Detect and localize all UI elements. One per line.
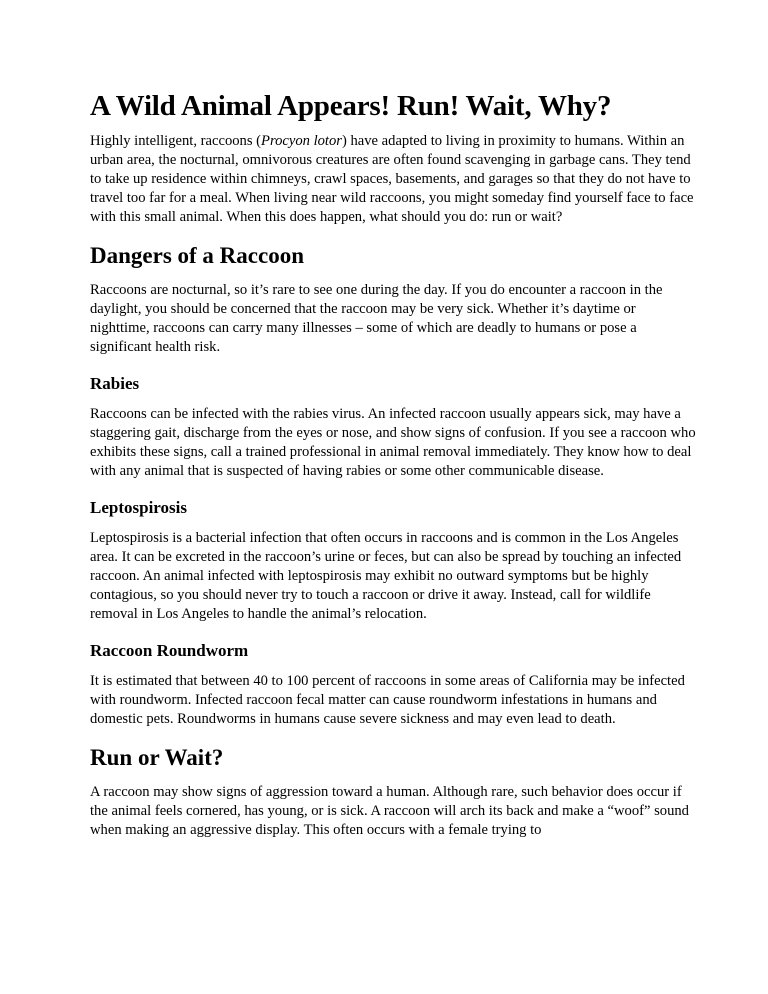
roundworm-heading: Raccoon Roundworm bbox=[90, 641, 249, 660]
roundworm-paragraph: It is estimated that between 40 to 100 percent of raccoons in some areas of California may be infected with roundworm. Infected raccoon fecal matter can cause roundworm infestations in humans and domestic pets. Roundworms in humans cause severe sickness and may even lead to death. bbox=[90, 673, 685, 727]
run-or-wait-paragraph: A raccoon may show signs of aggression toward a human. Although rare, such behavior does occur if the animal feels cornered, has young, or is sick. A raccoon will arch its back and make a “woof” sound when making an aggressive display. This often occurs with a female trying to bbox=[90, 784, 689, 838]
dangers-heading: Dangers of a Raccoon bbox=[90, 243, 304, 268]
run-or-wait-heading: Run or Wait? bbox=[90, 745, 224, 770]
intro-paragraph bbox=[90, 132, 698, 227]
species-name: Procyon lotor bbox=[261, 133, 342, 149]
leptospirosis-heading: Leptospirosis bbox=[90, 498, 187, 517]
rabies-paragraph: Raccoons can be infected with the rabies virus. An infected raccoon usually appears sick, may have a staggering gait, discharge from the eyes or nose, and show signs of confusion. If you see a raccoon who exhibits these signs, call a trained professional in animal removal immediately. They know how to deal with any animal that is suspected of having rabies or some other communicable disease. bbox=[90, 406, 696, 479]
intro-text-start: Highly intelligent, raccoons ( bbox=[90, 133, 262, 149]
leptospirosis-paragraph: Leptospirosis is a bacterial infection that often occurs in raccoons and is common in the Los Angeles area. It can be excreted in the raccoon’s urine or feces, but can also be spread by touching an infected raccoon. An animal infected with leptospirosis may exhibit no outward symptoms but be highly contagious, so you should never try to touch a raccoon or drive it away. Instead, call for wildlife removal in Los Angeles to handle the animal’s relocation. bbox=[90, 530, 682, 622]
rabies-heading: Rabies bbox=[90, 374, 140, 393]
intro-text-end: ) have adapted to living in proximity to humans. Within an urban area, the nocturnal, omnivorous creatures are often found scavenging in garbage cans. They tend to take up residence within chimneys, crawl spaces, basements, and garages so that they do not have to travel too far for a meal. When living near wild raccoons, you might someday find yourself face to face with this small animal. When this does happen, what should you do: run or wait? bbox=[90, 133, 694, 225]
document-title: A Wild Animal Appears! Run! Wait, Why? bbox=[90, 90, 612, 122]
dangers-paragraph: Raccoons are nocturnal, so it’s rare to see one during the day. If you do encounter a raccoon in the daylight, you should be concerned that the raccoon may be very sick. Whether it’s daytime or nighttime, raccoons can carry many illnesses – some of which are deadly to humans or pose a significant health risk. bbox=[90, 282, 663, 355]
